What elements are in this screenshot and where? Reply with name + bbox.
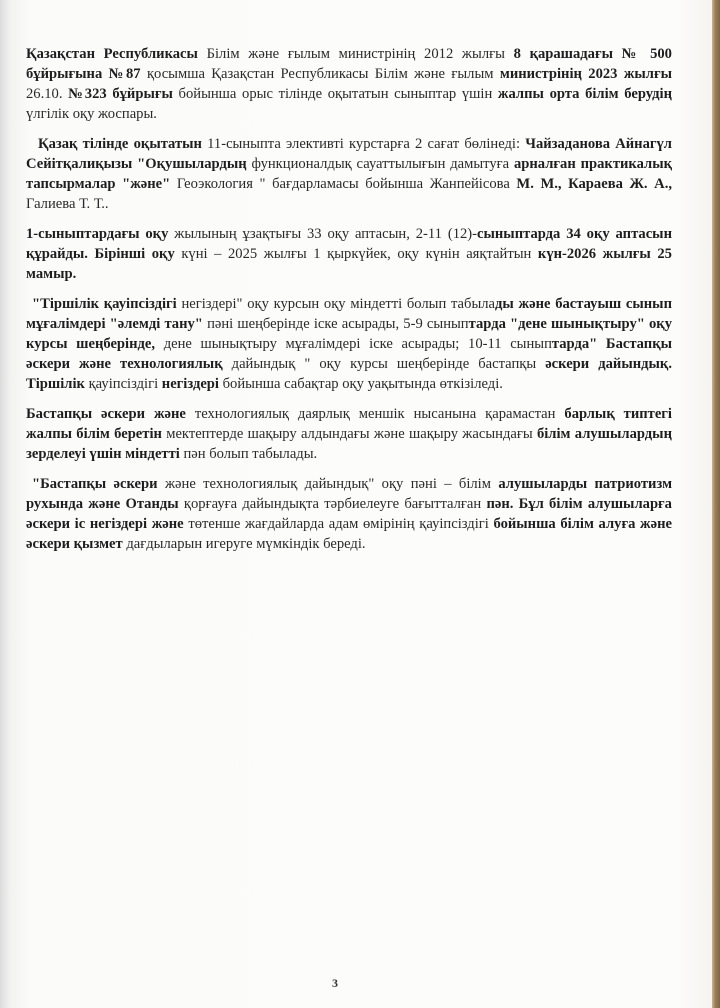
text: қорғауға дайындықта тәрбиелеуге бағытталған: [178, 496, 487, 512]
paragraph-2: [26, 134, 672, 214]
bold-text: арналған практикалық тапсырмалар "және": [26, 156, 673, 192]
bold-text: "Тіршілік қауіпсіздігі: [32, 296, 177, 312]
text: қауіпсіздігі: [84, 376, 162, 392]
bold-text: алушыларды патриотизм рухында және Отанды: [26, 476, 673, 512]
text: функционалдық сауаттылығын дамытуға: [246, 156, 514, 172]
bold-text: Чайзаданова Айнагүл Сейітқалиқызы "Оқушылардың: [26, 136, 672, 172]
text: төтенше жағдайларда адам өмірінің қауіпсіздігі: [183, 516, 494, 532]
text: дене шынықтыру мұғалімдері іске асырады; 10-11 сынып: [155, 336, 552, 352]
paragraph-5: [26, 404, 672, 464]
bold-text: білім алушылардың зерделеуі үшін міндетті: [26, 426, 672, 462]
text: пәні шеңберінде іске асырады, 5-9 сынып: [202, 316, 469, 332]
text: бойынша орыс тілінде оқытатын сыныптар үшін: [172, 86, 498, 102]
text: бойынша сабақтар оқу уақытында өткізіледі.: [218, 376, 503, 392]
bold-text: 8 қарашадағы № 500 бұйрығына №87: [26, 46, 672, 82]
text: негіздері" оқу курсын оқу міндетті болып табыла: [176, 296, 496, 312]
bold-text: Қазақстан Республикасы: [26, 46, 198, 62]
bold-text: жалпы орта білім берудің: [497, 86, 672, 102]
bold-text: министрінің 2023 жылғы: [499, 66, 673, 82]
bold-text: негіздері: [161, 376, 219, 392]
bold-text: М. М., Караева Ж. А.,: [516, 176, 672, 192]
paragraph-1: [26, 44, 672, 124]
text: мектептерде шақыру алдындағы және шақыру жасындағы: [161, 426, 537, 442]
text: технологиялық даярлық меншік нысанына қарамастан: [185, 406, 565, 422]
bold-text: №323 бұйрығы: [68, 86, 173, 102]
text: дайындық " оқу курсы шеңберінде бастапқы: [222, 356, 546, 372]
bold-text: күн-2026 жылғы 25 мамыр.: [26, 246, 672, 282]
document-body: [26, 44, 672, 564]
text: Галиева Т. Т..: [26, 196, 109, 212]
bold-text: Бастапқы әскери және: [26, 406, 186, 422]
text: Білім және ғылым министрінің 2012 жылғы: [197, 46, 514, 62]
bold-text: Қазақ тілінде оқытатын: [38, 136, 202, 152]
text: 11-сыныпта элективті курстарға 2 сағат бөлінеді:: [201, 136, 526, 152]
text: жылының ұзақтығы 33 оқу аптасын, 2-11 (12)-: [168, 226, 478, 242]
text: үлгілік оқу жоспары.: [26, 106, 157, 122]
paragraph-6: [26, 474, 672, 554]
text: күні – 2025 жылғы 1 қыркүйек, оқу күнін аяқтайтын: [174, 246, 538, 262]
page-edge-shadow: [712, 0, 720, 1008]
paragraph-3: [26, 224, 672, 284]
text: дағдыларын игеруге мүмкіндік береді.: [122, 536, 366, 552]
bold-text: ды және бастауыш сынып мұғалімдері "әлемді тану": [26, 296, 672, 332]
text: 26.10.: [26, 86, 69, 102]
bold-text: сыныптарда 34 оқу аптасын құрайды. Бірінші оқу: [26, 226, 672, 262]
text: қосымша Қазақстан Республикасы Білім және ғылым: [140, 66, 500, 82]
bold-text: "Бастапқы әскери: [32, 476, 158, 492]
paragraph-4: [26, 294, 672, 394]
bold-text: тарда" Бастапқы әскери және технологиялық: [26, 336, 673, 372]
text: Геоэкология " бағдарламасы бойынша Жанпейісова: [170, 176, 517, 192]
bold-text: бойынша білім алуға және әскери қызмет: [26, 516, 672, 552]
bold-text: тарда "дене шынықтыру" оқу курсы шеңберінде,: [26, 316, 673, 352]
page-number: 3: [332, 976, 338, 990]
text: пән болып табылады.: [179, 446, 318, 462]
bold-text: пән. Бұл білім алушыларға әскери іс негіздері және: [26, 496, 672, 532]
bold-text: барлық типтегі жалпы білім беретін: [26, 406, 672, 442]
bold-text: әскери дайындық. Тіршілік: [26, 356, 672, 392]
bold-text: 1-сыныптардағы оқу: [26, 226, 169, 242]
text: және технологиялық дайындық" оқу пәні – білім: [157, 476, 499, 492]
